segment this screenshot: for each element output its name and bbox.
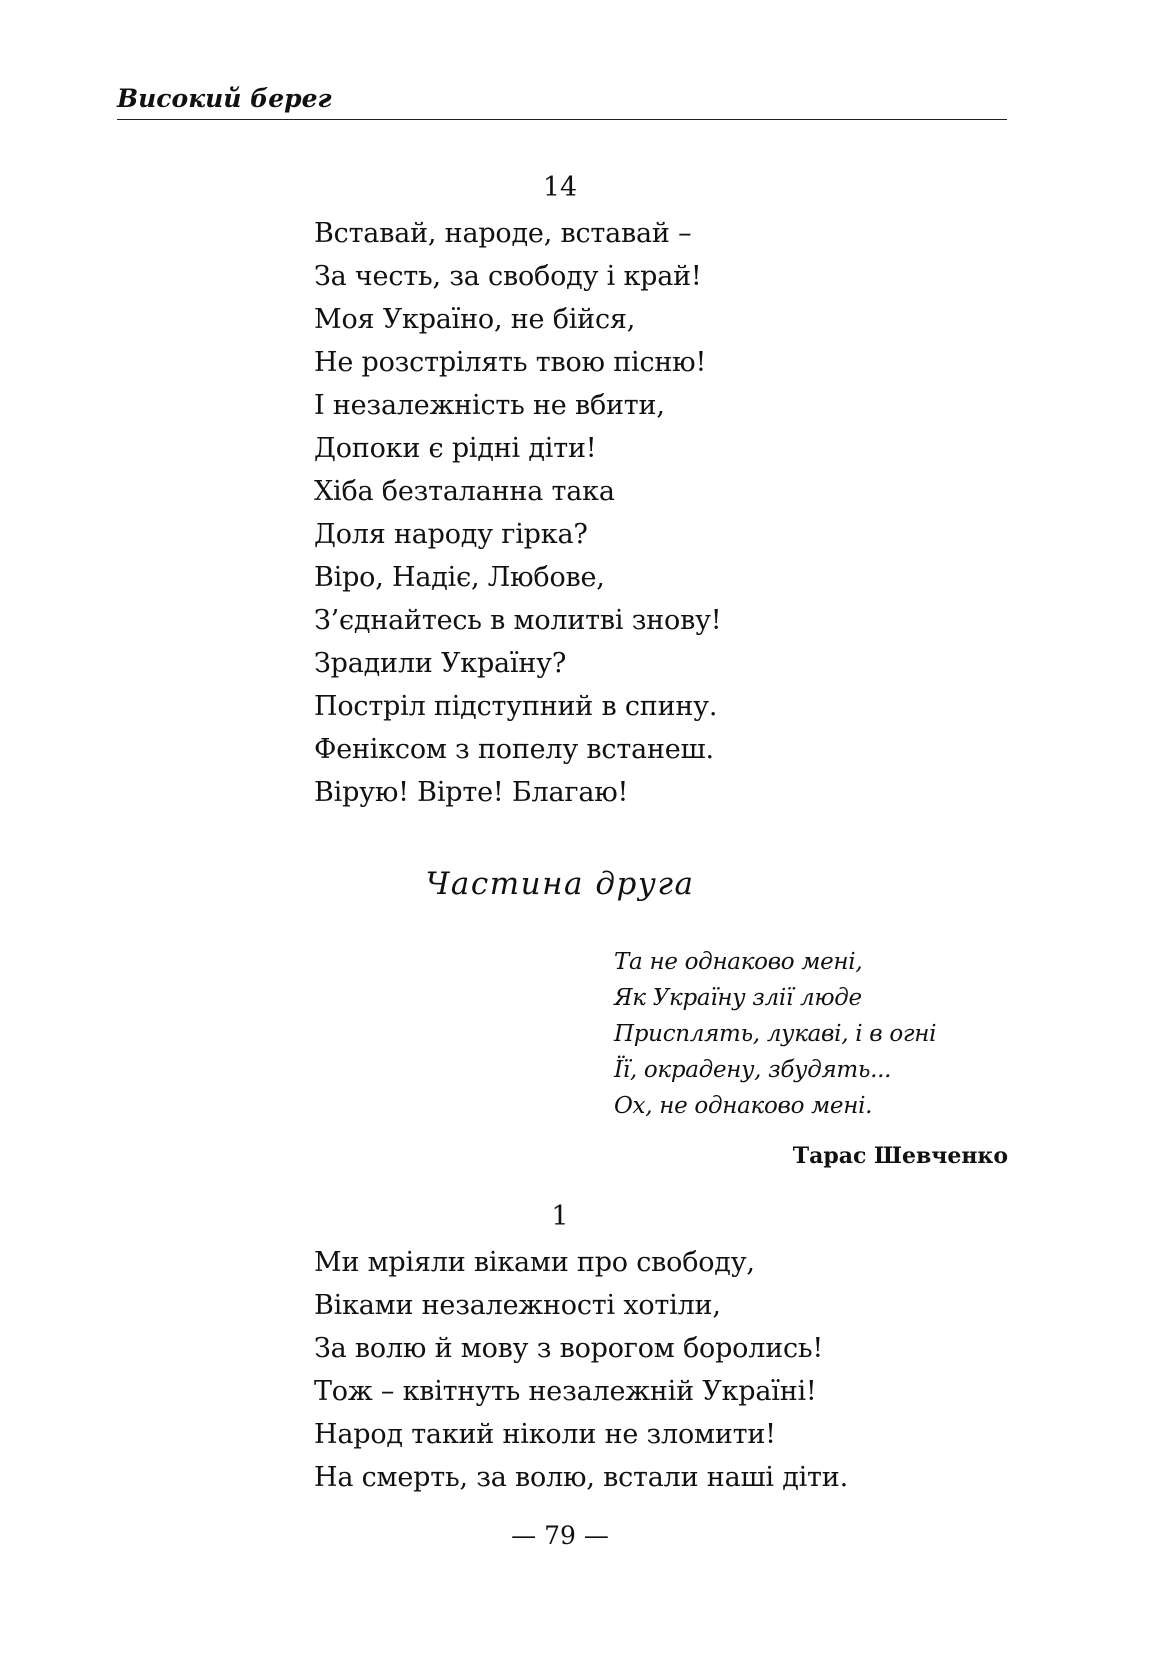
verse-line: Вірую! Вірте! Благаю!: [314, 777, 629, 808]
verse-line: Допоки є рідні діти!: [314, 433, 597, 464]
section-number-1: 1: [551, 1201, 569, 1232]
epigraph-line: Її, окрадену, збудять...: [614, 1057, 892, 1083]
epigraph-line: Ох, не однаково мені.: [614, 1093, 873, 1119]
poem-section-14: [314, 212, 721, 814]
verse-line: За волю й мову з ворогом боролись!: [314, 1333, 824, 1364]
verse-line: Феніксом з попелу встанеш.: [314, 734, 714, 765]
verse-line: На смерть, за волю, встали наші діти.: [314, 1462, 848, 1493]
verse-line: Не розстрілять твою пісню!: [314, 347, 707, 378]
running-head: Високий берег: [117, 84, 332, 113]
verse-line: Хіба безталанна така: [314, 476, 615, 507]
verse-line: І незалежність не вбити,: [314, 390, 665, 421]
verse-line: З’єднайтесь в молитві знову!: [314, 605, 722, 636]
verse-line: Постріл підступний в спину.: [314, 691, 718, 722]
verse-line: Доля народу гірка?: [314, 519, 588, 550]
verse-line: Ми мріяли віками про свободу,: [314, 1247, 755, 1278]
epigraph-line: Присплять, лукаві, і в огні: [614, 1021, 937, 1047]
verse-line: Віками незалежності хотіли,: [314, 1290, 721, 1321]
poem-section-1: [314, 1241, 848, 1499]
page-number: — 79 —: [511, 1521, 609, 1550]
epigraph: [614, 944, 936, 1124]
section-number-14: 14: [542, 172, 578, 203]
epigraph-line: Та не однаково мені,: [614, 949, 863, 975]
epigraph-author: Тарас Шевченко: [792, 1143, 1008, 1169]
header-rule: [117, 119, 1007, 120]
verse-line: Народ такий ніколи не зломити!: [314, 1419, 776, 1450]
part-title: Частина друга: [425, 866, 695, 902]
verse-line: Тож – квітнуть незалежній Україні!: [314, 1376, 817, 1407]
verse-line: Вставай, народе, вставай –: [314, 218, 692, 249]
verse-line: Моя Україно, не бійся,: [314, 304, 636, 335]
verse-line: За честь, за свободу і край!: [314, 261, 702, 292]
epigraph-line: Як Україну злії люде: [614, 985, 862, 1011]
verse-line: Віро, Надіє, Любове,: [314, 562, 605, 593]
verse-line: Зрадили Україну?: [314, 648, 567, 679]
